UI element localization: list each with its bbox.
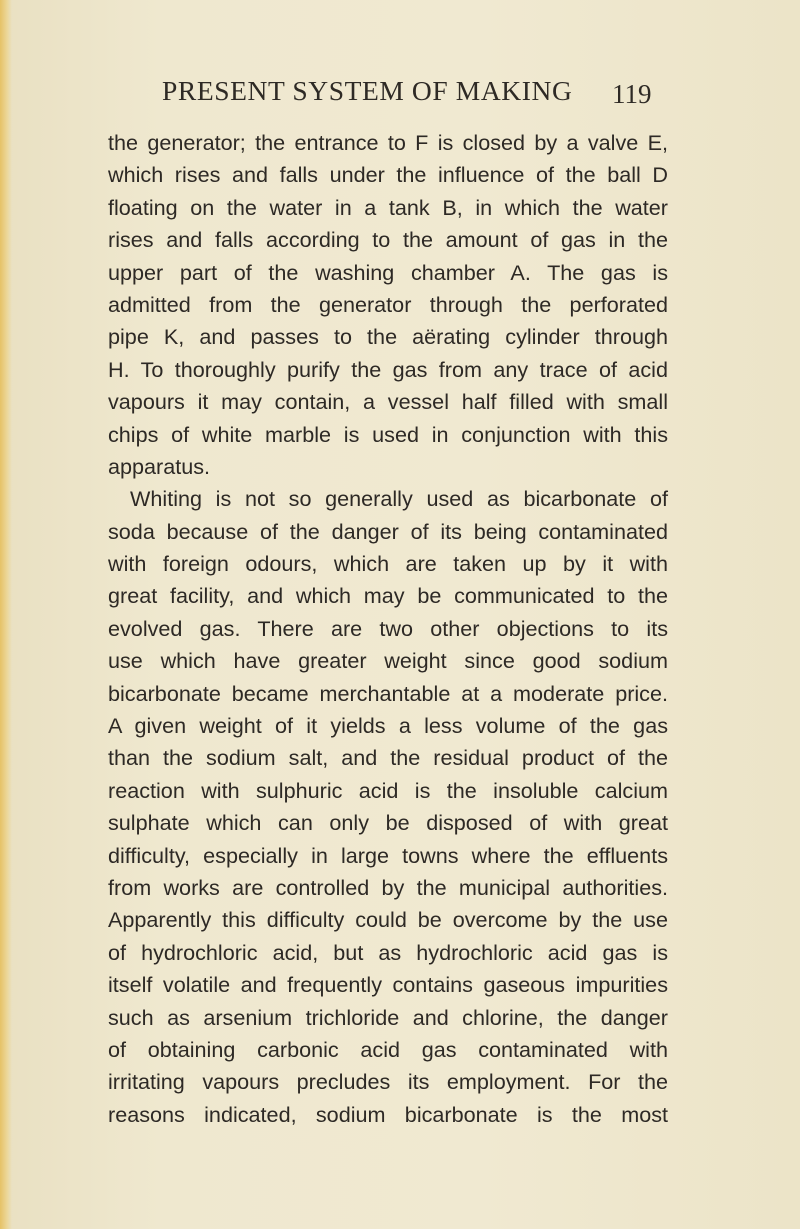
page-edge-shadow	[0, 0, 12, 1229]
text-line: with foreign odours, which are taken up by it with	[108, 551, 668, 577]
text-line: Apparently this difficulty could be overcome by the use	[108, 907, 668, 933]
text-line: irritating vapours precludes its employment. For the	[108, 1069, 668, 1095]
page-header	[0, 74, 800, 114]
text-line: than the sodium salt, and the residual product of the	[108, 745, 668, 771]
text-line: of obtaining carbonic acid gas contaminated with	[108, 1036, 668, 1062]
text-line: itself volatile and frequently contains gaseous impurities	[108, 972, 668, 998]
text-line: difficulty, especially in large towns where the effluents	[108, 842, 668, 868]
text-line: chips of white marble is used in conjunction with this	[108, 421, 668, 447]
text-line: soda because of the danger of its being contaminated	[108, 518, 668, 544]
text-line: pipe K, and passes to the aërating cylinder through	[108, 324, 668, 350]
text-line: reasons indicated, sodium bicarbonate is the most	[108, 1101, 668, 1127]
paragraph-end-line: apparatus.	[108, 453, 211, 479]
text-line: evolved gas. There are two other objections to its	[108, 615, 668, 641]
text-line: sulphate which can only be disposed of with great	[108, 810, 668, 836]
body-text	[108, 127, 668, 1131]
text-line: H. To thoroughly purify the gas from any trace of acid	[108, 356, 668, 382]
text-line: of hydrochloric acid, but as hydrochloric acid gas is	[108, 939, 668, 965]
text-line: bicarbonate became merchantable at a moderate price.	[108, 680, 668, 706]
text-line: which rises and falls under the influence of the ball D	[108, 162, 668, 188]
text-line: admitted from the generator through the perforated	[108, 291, 668, 317]
text-line: the generator; the entrance to F is closed by a valve E,	[108, 130, 668, 155]
text-line: A given weight of it yields a less volume of the gas	[108, 713, 668, 739]
text-line: use which have greater weight since good sodium	[108, 648, 668, 674]
text-line: upper part of the washing chamber A. The gas is	[108, 259, 668, 285]
page-number: 119	[612, 79, 652, 109]
text-line: great facility, and which may be communicated to the	[108, 583, 668, 609]
text-line: such as arsenium trichloride and chlorine, the danger	[108, 1004, 668, 1030]
text-line: reaction with sulphuric acid is the insoluble calcium	[108, 777, 668, 803]
text-line: from works are controlled by the municipal authorities.	[108, 874, 668, 900]
paragraph-first-line: Whiting is not so generally used as bicarbonate of	[130, 486, 668, 512]
text-line: rises and falls according to the amount of gas in the	[108, 227, 668, 253]
text-line: floating on the water in a tank B, in which the water	[108, 194, 668, 220]
text-line: vapours it may contain, a vessel half filled with small	[108, 389, 668, 415]
running-head: PRESENT SYSTEM OF MAKING	[162, 75, 573, 106]
